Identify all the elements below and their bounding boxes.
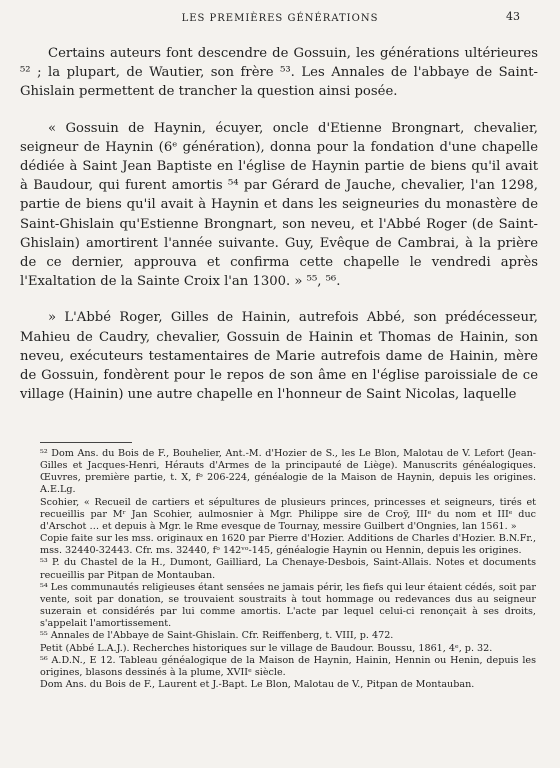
footnote: ⁵⁴ Les communautés religieuses étant sensées ne jamais périr, les fiefs qui leur étaient cédés, soit par vente, soit par donation, se trouvaient soustraits à tout hommage ou redevances dus au seigneur suzerain et considérés par lui comme amortis. L'acte par lequel celui-ci renonçait à ses droits, s'appelait l'amortissement. xyxy=(40,581,536,630)
footnote: Copie faite sur les mss. originaux en 1620 par Pierre d'Hozier. Additions de Charles d'Hozier. B.N.Fr., mss. 32440-32443. Cfr. ms. 32440, fᵒ 142ᵛᵒ-145, généalogie Haynin ou Hennin, depuis les origines. xyxy=(40,533,536,557)
footnotes xyxy=(40,448,536,691)
paragraph-quote-gossuin: « Gossuin de Haynin, écuyer, oncle d'Etienne Brongnart, chevalier, seigneur de Haynin (6ᵉ génération), donna pour la fondation d'une chapelle dédiée à Saint Jean Baptiste en l'église de Haynin partie de biens qu'il avait à Baudour, qui furent amortis ⁵⁴ par Gérard de Jauche, chevalier, l'an 1298, partie de biens qu'il avait à Haynin et dans les seigneuries du monastère de Saint-Ghislain qu'Estienne Brongnart, son neveu, et l'Abbé Roger (de Saint-Ghislain) amortirent l'année suivante. Guy, Evêque de Cambrai, à la prière de ce dernier, approuva et confirma cette chapelle le vendredi après l'Exaltation de la Sainte Croix l'an 1300. » ⁵⁵, ⁵⁶. xyxy=(20,120,538,290)
running-title: LES PREMIÈRES GÉNÉRATIONS xyxy=(181,13,379,24)
footnote: ⁵⁶ A.D.N., E 12. Tableau généalogique de la Maison de Haynin, Hainin, Hennin ou Henin, depuis les origines, blasons dessinés à la plume, XVIIᵉ siècle. xyxy=(40,654,536,678)
page-number: 43 xyxy=(506,10,520,23)
main-text xyxy=(20,44,538,404)
footnote: ⁵⁵ Annales de l'Abbaye de Saint-Ghislain. Cfr. Reiffenberg, t. VIII, p. 472. xyxy=(40,630,394,642)
footnote-divider xyxy=(40,442,132,443)
footnote: ⁵² Dom Ans. du Bois de F., Bouhelier, Ant.-M. d'Hozier de S., les Le Blon, Malotau de V. Lefort (Jean-Gilles et Jacques-Henri, Hérauts d'Armes de la principauté de Liège). Manuscrits généalogiques. Œuvres, première partie, t. X, fᵒ 206-224, généalogie de la Maison de Haynin, depuis les origines. A.E.Lg. xyxy=(40,448,536,496)
footnote: Petit (Abbé L.A.J.). Recherches historiques sur le village de Baudour. Boussu, 1861, 4ᵉ, p. 32. xyxy=(40,642,493,654)
paragraph-abbe-roger: » L'Abbé Roger, Gilles de Hainin, autrefois Abbé, son prédécesseur, Mahieu de Caudry, chevalier, Gossuin de Hainin et Thomas de Hainin, son neveu, exécuteurs testamentaires de Marie autrefois dame de Hainin, mère de Gossuin, fondèrent pour le repos de son âme en l'église paroissiale de ce village (Hainin) une autre chapelle en l'honneur de Saint Nicolas, laquelle xyxy=(20,310,538,403)
paragraph-intro: Certains auteurs font descendre de Gossuin, les générations ultérieures ⁵² ; la plupart, de Wautier, son frère ⁵³. Les Annales de l'abbaye de Saint-Ghislain permettent de trancher la question ainsi posée. xyxy=(20,46,538,100)
footnote: Dom Ans. du Bois de F., Laurent et J.-Bapt. Le Blon, Malotau de V., Pitpan de Montauban. xyxy=(40,678,475,690)
footnote: Scohier, « Recueil de cartiers et sépultures de plusieurs princes, princesses et seigneurs, tirés et recueillis par Mʳ Jan Scohier, aulmosnier à Mgr. Philippe sire de Croÿ, IIIᵉ du nom et IIIᵉ duc d'Arschot … et depuis à Mgr. le Rme evesque de Tournay, messire Guilbert d'Ongnies, lan 1561. » xyxy=(40,496,536,532)
footnote: ⁵³ P. du Chastel de la H., Dumont, Gailliard, La Chenaye-Desbois, Saint-Allais. Notes et documents recueillis par Pitpan de Montauban. xyxy=(40,557,536,581)
